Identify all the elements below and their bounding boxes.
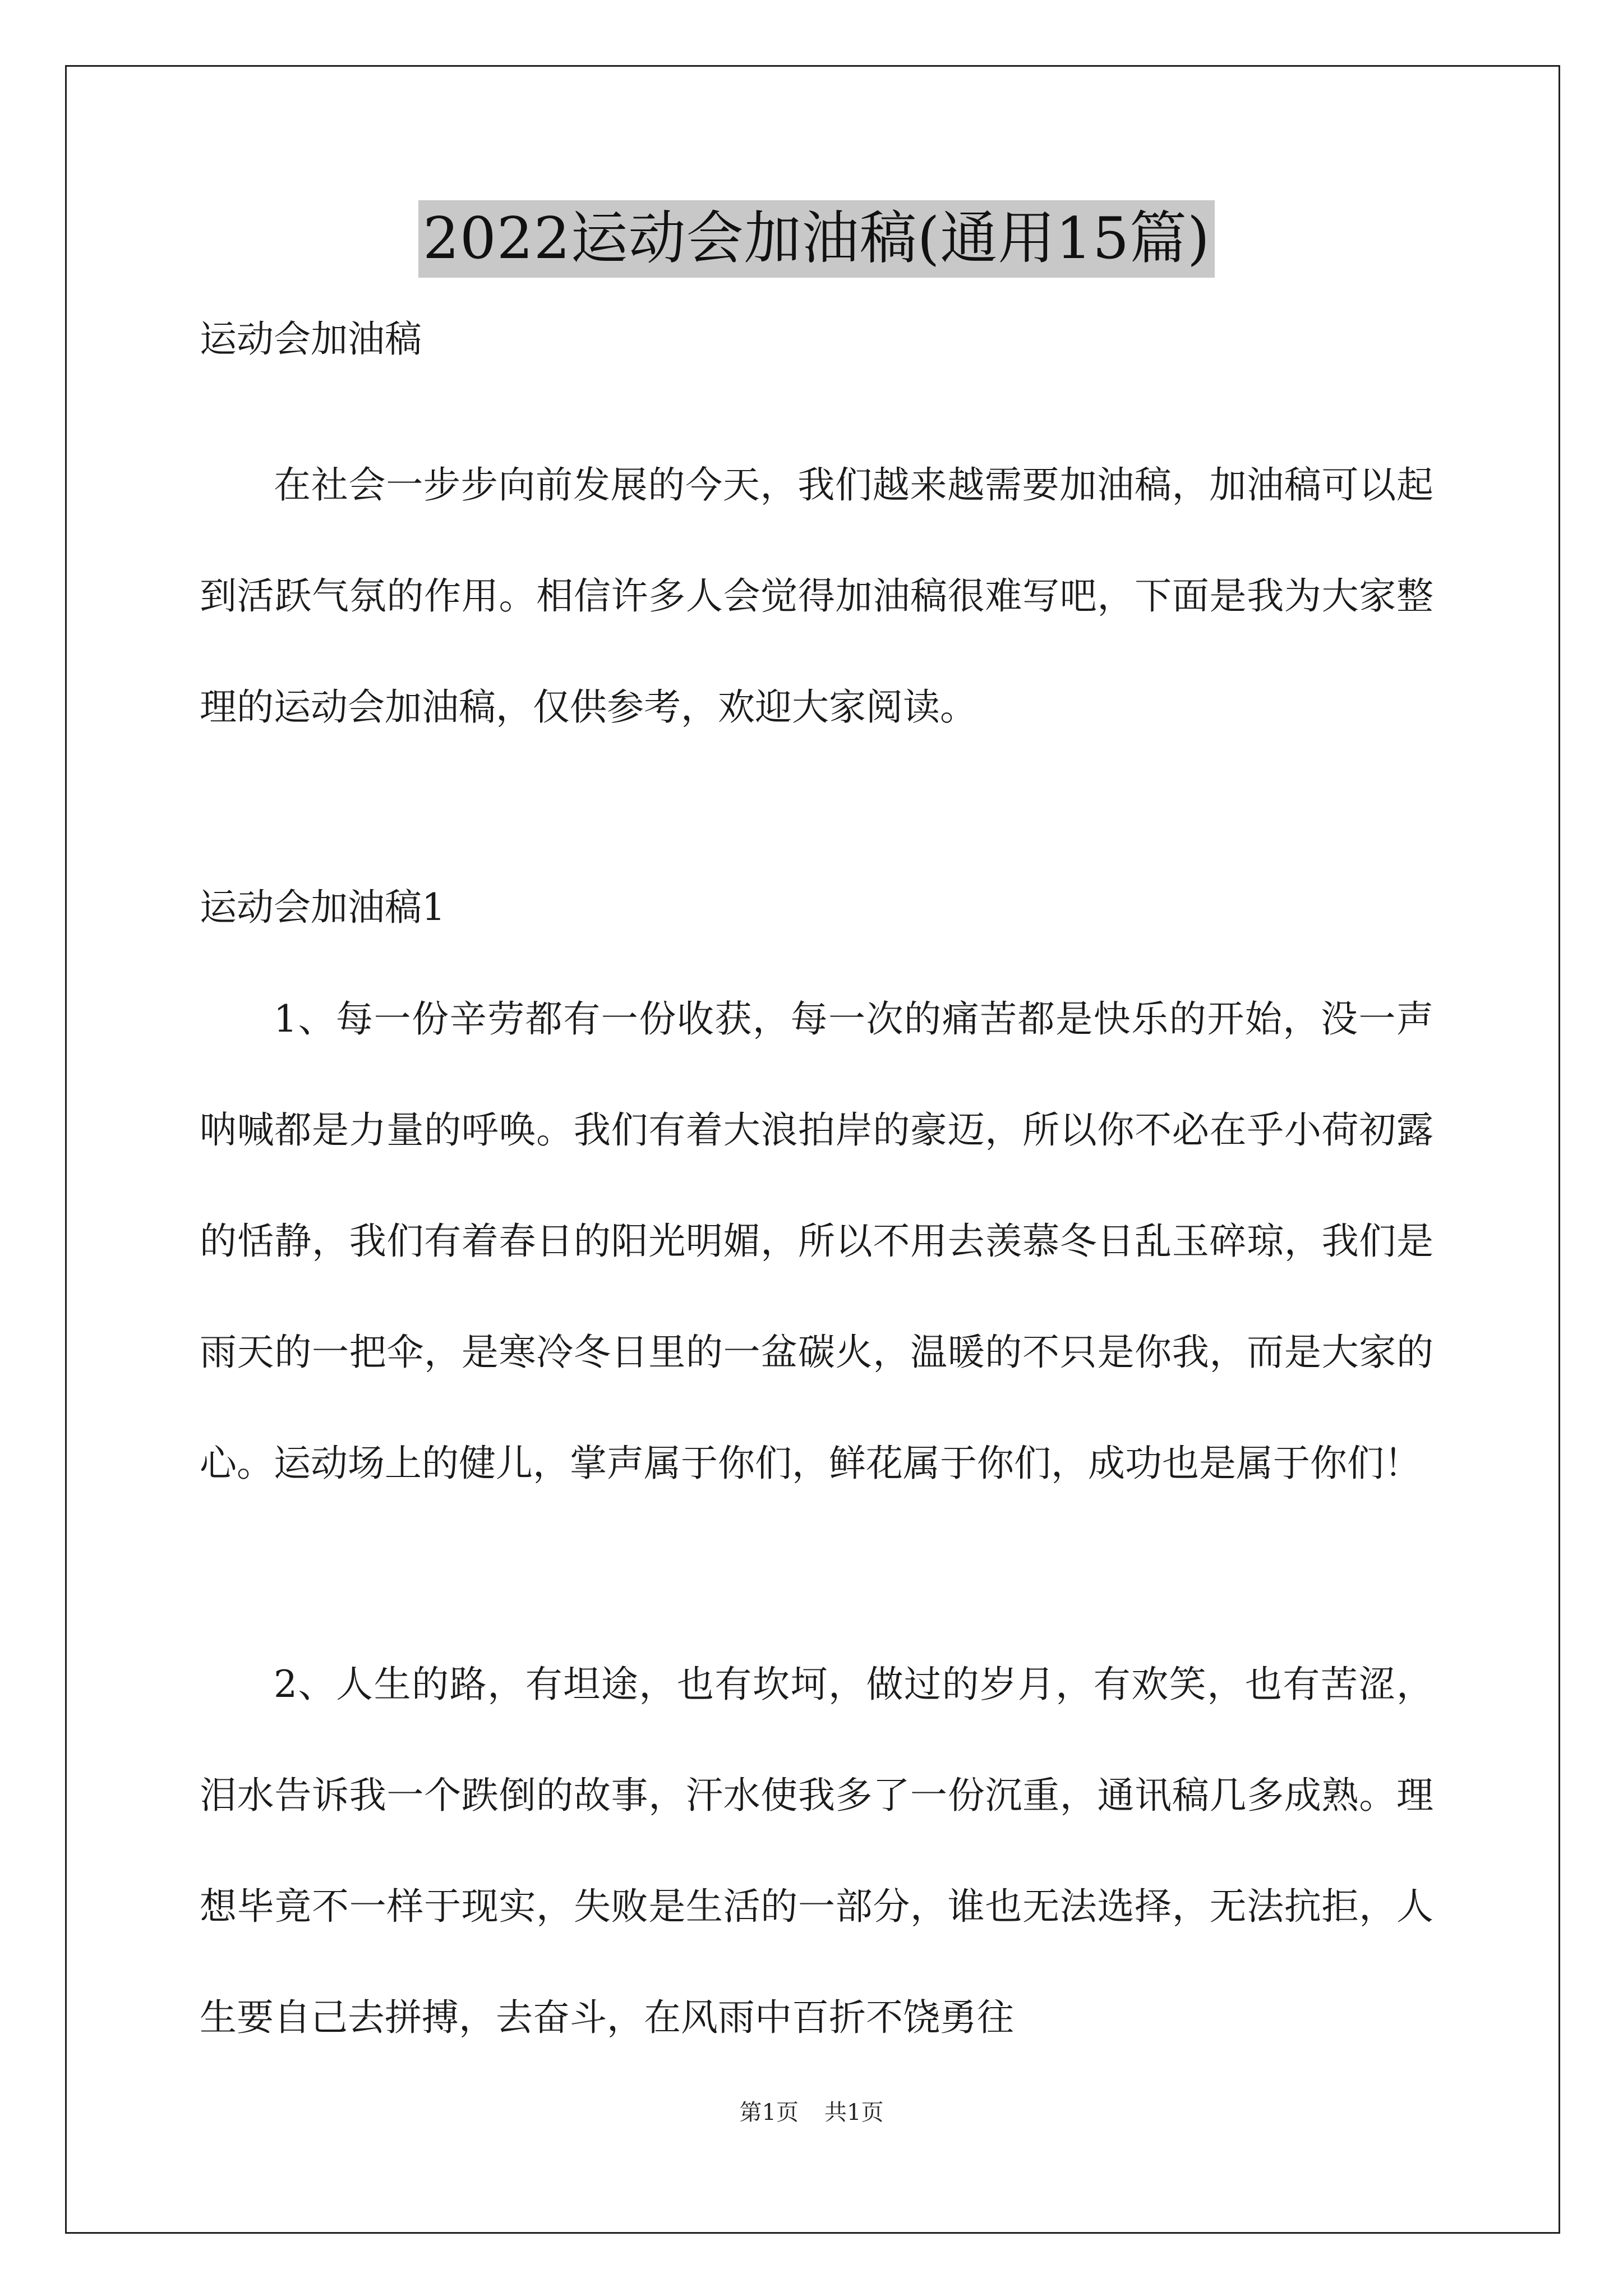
paragraph-1: 1、每一份辛劳都有一份收获，每一次的痛苦都是快乐的开始，没一声呐喊都是力量的呼唤。我们有着大浪拍岸的豪迈，所以你不必在乎小荷初露的恬静，我们有着春日的阳光明媚，所以不用去羡慕冬日乱玉碎琼，我们是雨天的一把伞，是寒冷冬日里的一盆碳火，温暖的不只是你我，而是大家的心。运动场上的健儿，掌声属于你们，鲜花属于你们，成功也是属于你们！ <box>200 997 1433 1485</box>
paragraph-2: 2、人生的路，有坦途，也有坎坷，做过的岁月，有欢笑，也有苦涩，泪水告诉我一个跌倒的故事，汗水使我多了一份沉重，通讯稿几多成熟。理想毕竟不一样于现实，失败是生活的一部分，谁也无法选择，无法抗拒，人生要自己去拼搏，去奋斗，在风雨中百折不饶勇往 <box>200 1663 1433 2039</box>
page-number: 第1页 <box>739 2100 799 2125</box>
total-pages: 共1页 <box>824 2100 884 2125</box>
document-title: 2022运动会加油稿(通用15篇) <box>418 200 1215 278</box>
intro-paragraph: 在社会一步步向前发展的今天，我们越来越需要加油稿，加油稿可以起到活跃气氛的作用。相信许多人会觉得加油稿很难写吧，下面是我为大家整理的运动会加油稿，仅供参考，欢迎大家阅读。 <box>200 463 1433 729</box>
section-heading: 运动会加油稿1 <box>200 886 445 929</box>
intro-heading: 运动会加油稿 <box>200 318 422 361</box>
page-footer <box>0 2097 1623 2128</box>
title-container <box>200 200 1433 278</box>
